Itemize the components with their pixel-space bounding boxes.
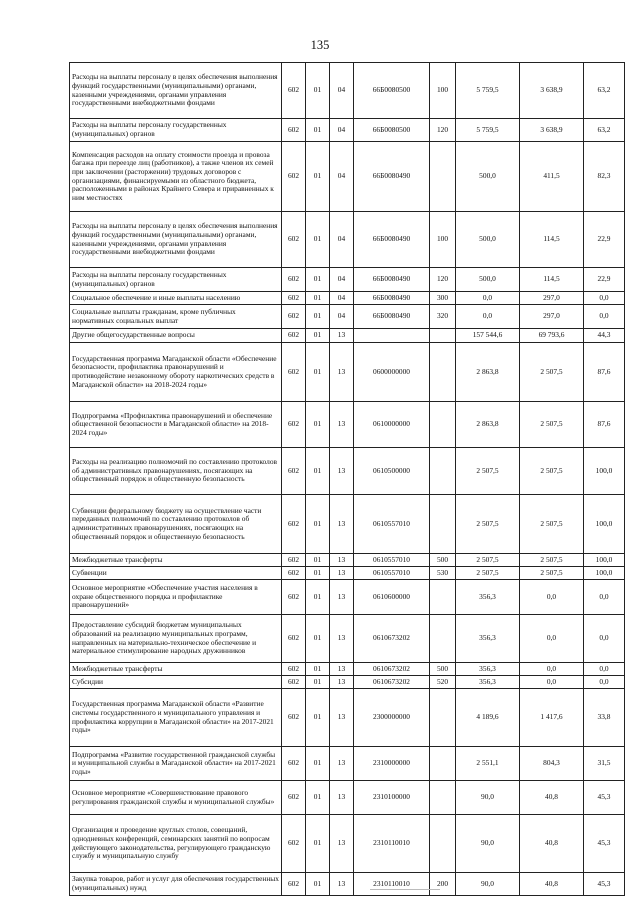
row-name-cell: Субвенции федеральному бюджету на осуществление части переданных полномочий по составлению протоколов об административных правонарушениях, посягающих на общественный порядок и общественную безопасность	[70, 495, 282, 554]
executed-amount-cell: 2 507,5	[520, 448, 584, 495]
section-code-cell: 01	[306, 676, 330, 689]
approved-amount-cell: 157 544,6	[456, 329, 520, 343]
target-article-cell: 66Б0080490	[354, 305, 430, 329]
executed-amount-cell: 2 507,5	[520, 495, 584, 554]
table-row	[70, 142, 625, 212]
execution-percent-cell: 22,9	[584, 212, 625, 268]
execution-percent-cell: 100,0	[584, 567, 625, 580]
executed-amount-cell: 0,0	[520, 580, 584, 615]
section-code-cell: 01	[306, 343, 330, 402]
table-row	[70, 554, 625, 567]
execution-percent-cell: 33,8	[584, 689, 625, 747]
approved-amount-cell: 2 507,5	[456, 495, 520, 554]
execution-percent-cell: 0,0	[584, 580, 625, 615]
approved-amount-cell: 5 759,5	[456, 63, 520, 119]
table-row	[70, 63, 625, 119]
subsection-code-cell: 13	[330, 781, 354, 815]
subsection-code-cell: 13	[330, 689, 354, 747]
subsection-code-cell: 04	[330, 268, 354, 292]
ved-code-cell: 602	[282, 343, 306, 402]
expense-type-cell	[430, 580, 456, 615]
executed-amount-cell: 0,0	[520, 663, 584, 676]
target-article-cell: 66Б0080490	[354, 142, 430, 212]
executed-amount-cell: 804,3	[520, 747, 584, 781]
section-code-cell: 01	[306, 142, 330, 212]
subsection-code-cell: 13	[330, 402, 354, 448]
table-row	[70, 873, 625, 896]
section-code-cell: 01	[306, 329, 330, 343]
approved-amount-cell: 356,3	[456, 580, 520, 615]
executed-amount-cell: 297,0	[520, 305, 584, 329]
ved-code-cell: 602	[282, 554, 306, 567]
table-row	[70, 663, 625, 676]
ved-code-cell: 602	[282, 142, 306, 212]
subsection-code-cell: 13	[330, 495, 354, 554]
section-code-cell: 01	[306, 689, 330, 747]
scan-artifact	[370, 889, 440, 890]
section-code-cell: 01	[306, 119, 330, 142]
table-row	[70, 305, 625, 329]
budget-table	[69, 62, 625, 896]
section-code-cell: 01	[306, 663, 330, 676]
approved-amount-cell: 4 189,6	[456, 689, 520, 747]
row-name-cell: Межбюджетные трансферты	[70, 663, 282, 676]
executed-amount-cell: 2 507,5	[520, 343, 584, 402]
executed-amount-cell: 40,8	[520, 781, 584, 815]
approved-amount-cell: 500,0	[456, 268, 520, 292]
approved-amount-cell: 356,3	[456, 663, 520, 676]
target-article-cell	[354, 329, 430, 343]
execution-percent-cell: 100,0	[584, 495, 625, 554]
section-code-cell: 01	[306, 554, 330, 567]
table-row	[70, 292, 625, 305]
subsection-code-cell: 04	[330, 119, 354, 142]
approved-amount-cell: 2 507,5	[456, 567, 520, 580]
target-article-cell: 0610673202	[354, 615, 430, 663]
expense-type-cell	[430, 495, 456, 554]
table-row	[70, 495, 625, 554]
section-code-cell: 01	[306, 292, 330, 305]
approved-amount-cell: 0,0	[456, 292, 520, 305]
row-name-cell: Подпрограмма «Развитие государственной гражданской службы и муниципальной службы в Магаданской области» на 2017-2021 годы»	[70, 747, 282, 781]
target-article-cell: 0610673202	[354, 676, 430, 689]
expense-type-cell	[430, 615, 456, 663]
ved-code-cell: 602	[282, 663, 306, 676]
expense-type-cell: 500	[430, 663, 456, 676]
execution-percent-cell: 0,0	[584, 663, 625, 676]
expense-type-cell: 520	[430, 676, 456, 689]
executed-amount-cell: 40,8	[520, 873, 584, 896]
ved-code-cell: 602	[282, 268, 306, 292]
row-name-cell: Закупка товаров, работ и услуг для обеспечения государственных (муниципальных) нужд	[70, 873, 282, 896]
approved-amount-cell: 0,0	[456, 305, 520, 329]
row-name-cell: Другие общегосударственные вопросы	[70, 329, 282, 343]
subsection-code-cell: 13	[330, 343, 354, 402]
execution-percent-cell: 45,3	[584, 873, 625, 896]
row-name-cell: Межбюджетные трансферты	[70, 554, 282, 567]
execution-percent-cell: 45,3	[584, 815, 625, 873]
target-article-cell: 0610000000	[354, 402, 430, 448]
row-name-cell: Подпрограмма «Профилактика правонарушений и обеспечение общественной безопасности в Магаданской области» на 2018-2024 годы»	[70, 402, 282, 448]
execution-percent-cell: 0,0	[584, 676, 625, 689]
row-name-cell: Расходы на выплаты персоналу в целях обеспечения выполнения функций государственными (муниципальными) органами, казенными учреждениями, органами управления государственными внебюджетными фондами	[70, 63, 282, 119]
expense-type-cell: 100	[430, 212, 456, 268]
executed-amount-cell: 2 507,5	[520, 567, 584, 580]
section-code-cell: 01	[306, 567, 330, 580]
table-row	[70, 747, 625, 781]
row-name-cell: Компенсация расходов на оплату стоимости проезда и провоза багажа при переезде лиц (работников), а также членов их семей при заключении (расторжении) трудовых договоров с организациями, финансируемыми из областного бюджета, расположенными в районах Крайнего Севера и приравненных к ним местностях	[70, 142, 282, 212]
ved-code-cell: 602	[282, 292, 306, 305]
subsection-code-cell: 04	[330, 292, 354, 305]
expense-type-cell	[430, 747, 456, 781]
executed-amount-cell: 411,5	[520, 142, 584, 212]
row-name-cell: Субсидии	[70, 676, 282, 689]
approved-amount-cell: 356,3	[456, 676, 520, 689]
ved-code-cell: 602	[282, 781, 306, 815]
approved-amount-cell: 2 863,8	[456, 343, 520, 402]
approved-amount-cell: 90,0	[456, 815, 520, 873]
execution-percent-cell: 31,5	[584, 747, 625, 781]
executed-amount-cell: 114,5	[520, 212, 584, 268]
execution-percent-cell: 22,9	[584, 268, 625, 292]
execution-percent-cell: 82,3	[584, 142, 625, 212]
table-row	[70, 402, 625, 448]
target-article-cell: 66Б0080490	[354, 268, 430, 292]
ved-code-cell: 602	[282, 119, 306, 142]
row-name-cell: Социальные выплаты гражданам, кроме публичных нормативных социальных выплат	[70, 305, 282, 329]
execution-percent-cell: 100,0	[584, 448, 625, 495]
row-name-cell: Государственная программа Магаданской области «Обеспечение безопасности, профилактика правонарушений и противодействие незаконному обороту наркотических средств в Магаданской области» на 2018-2024 годы»	[70, 343, 282, 402]
subsection-code-cell: 13	[330, 615, 354, 663]
row-name-cell: Предоставление субсидий бюджетам муниципальных образований на реализацию муниципальных программ, направленных на материально-техническое обеспечение и материальное стимулирование народных дружинников	[70, 615, 282, 663]
subsection-code-cell: 13	[330, 663, 354, 676]
executed-amount-cell: 2 507,5	[520, 554, 584, 567]
approved-amount-cell: 500,0	[456, 142, 520, 212]
ved-code-cell: 602	[282, 63, 306, 119]
expense-type-cell	[430, 781, 456, 815]
expense-type-cell	[430, 448, 456, 495]
subsection-code-cell: 04	[330, 305, 354, 329]
ved-code-cell: 602	[282, 615, 306, 663]
table-row	[70, 676, 625, 689]
subsection-code-cell: 13	[330, 448, 354, 495]
subsection-code-cell: 04	[330, 212, 354, 268]
row-name-cell: Расходы на реализацию полномочий по составлению протоколов об административных правонарушениях, посягающих на общественный порядок и общественную безопасность	[70, 448, 282, 495]
expense-type-cell: 120	[430, 119, 456, 142]
target-article-cell: 0610557010	[354, 495, 430, 554]
table-row	[70, 119, 625, 142]
table-row	[70, 689, 625, 747]
approved-amount-cell: 90,0	[456, 873, 520, 896]
table-row	[70, 781, 625, 815]
page-number: 135	[310, 38, 330, 52]
execution-percent-cell: 63,2	[584, 63, 625, 119]
target-article-cell: 0610557010	[354, 554, 430, 567]
executed-amount-cell: 0,0	[520, 615, 584, 663]
target-article-cell: 66Б0080500	[354, 119, 430, 142]
subsection-code-cell: 04	[330, 63, 354, 119]
ved-code-cell: 602	[282, 305, 306, 329]
execution-percent-cell: 45,3	[584, 781, 625, 815]
approved-amount-cell: 356,3	[456, 615, 520, 663]
section-code-cell: 01	[306, 448, 330, 495]
target-article-cell: 0610500000	[354, 448, 430, 495]
approved-amount-cell: 500,0	[456, 212, 520, 268]
section-code-cell: 01	[306, 402, 330, 448]
table-row	[70, 580, 625, 615]
ved-code-cell: 602	[282, 580, 306, 615]
subsection-code-cell: 13	[330, 676, 354, 689]
section-code-cell: 01	[306, 268, 330, 292]
ved-code-cell: 602	[282, 212, 306, 268]
table-row	[70, 815, 625, 873]
approved-amount-cell: 2 507,5	[456, 448, 520, 495]
row-name-cell: Субвенции	[70, 567, 282, 580]
target-article-cell: 2310110010	[354, 873, 430, 896]
target-article-cell: 2300000000	[354, 689, 430, 747]
expense-type-cell	[430, 689, 456, 747]
section-code-cell: 01	[306, 781, 330, 815]
executed-amount-cell: 114,5	[520, 268, 584, 292]
expense-type-cell	[430, 142, 456, 212]
expense-type-cell	[430, 815, 456, 873]
approved-amount-cell: 90,0	[456, 781, 520, 815]
section-code-cell: 01	[306, 747, 330, 781]
expense-type-cell: 120	[430, 268, 456, 292]
target-article-cell: 66Б0080490	[354, 292, 430, 305]
row-name-cell: Организация и проведение круглых столов, совещаний, однодневных конференций, семинарских занятий по вопросам действующего законодательства, регулирующего гражданскую службу и муниципальную службу	[70, 815, 282, 873]
section-code-cell: 01	[306, 815, 330, 873]
subsection-code-cell: 13	[330, 815, 354, 873]
executed-amount-cell: 3 638,9	[520, 119, 584, 142]
subsection-code-cell: 13	[330, 873, 354, 896]
subsection-code-cell: 04	[330, 142, 354, 212]
subsection-code-cell: 13	[330, 329, 354, 343]
ved-code-cell: 602	[282, 448, 306, 495]
execution-percent-cell: 0,0	[584, 292, 625, 305]
target-article-cell: 0610673202	[354, 663, 430, 676]
executed-amount-cell: 0,0	[520, 676, 584, 689]
executed-amount-cell: 3 638,9	[520, 63, 584, 119]
row-name-cell: Расходы на выплаты персоналу государственных (муниципальных) органов	[70, 119, 282, 142]
subsection-code-cell: 13	[330, 747, 354, 781]
executed-amount-cell: 297,0	[520, 292, 584, 305]
row-name-cell: Расходы на выплаты персоналу в целях обеспечения выполнения функций государственными (муниципальными) органами, казенными учреждениями, органами управления государственными внебюджетными фондами	[70, 212, 282, 268]
expense-type-cell	[430, 329, 456, 343]
expense-type-cell: 300	[430, 292, 456, 305]
execution-percent-cell: 44,3	[584, 329, 625, 343]
section-code-cell: 01	[306, 580, 330, 615]
row-name-cell: Расходы на выплаты персоналу государственных (муниципальных) органов	[70, 268, 282, 292]
expense-type-cell: 100	[430, 63, 456, 119]
target-article-cell: 2310110010	[354, 815, 430, 873]
subsection-code-cell: 13	[330, 567, 354, 580]
ved-code-cell: 602	[282, 567, 306, 580]
expense-type-cell: 320	[430, 305, 456, 329]
ved-code-cell: 602	[282, 815, 306, 873]
expense-type-cell	[430, 343, 456, 402]
table-row	[70, 268, 625, 292]
expense-type-cell: 500	[430, 554, 456, 567]
execution-percent-cell: 0,0	[584, 305, 625, 329]
row-name-cell: Социальное обеспечение и иные выплаты населению	[70, 292, 282, 305]
row-name-cell: Государственная программа Магаданской области «Развитие системы государственного и муниципального управления и профилактика коррупции в Магаданской области» на 2017-2021 годы»	[70, 689, 282, 747]
row-name-cell: Основное мероприятие «Обеспечение участия населения в охране общественного порядка и профилактике правонарушений»	[70, 580, 282, 615]
table-row	[70, 567, 625, 580]
section-code-cell: 01	[306, 212, 330, 268]
target-article-cell: 66Б0080490	[354, 212, 430, 268]
ved-code-cell: 602	[282, 747, 306, 781]
row-name-cell: Основное мероприятие «Совершенствование правового регулирования гражданской службы и муниципальной службы»	[70, 781, 282, 815]
table-row	[70, 329, 625, 343]
table-row	[70, 448, 625, 495]
ved-code-cell: 602	[282, 873, 306, 896]
execution-percent-cell: 87,6	[584, 343, 625, 402]
execution-percent-cell: 0,0	[584, 615, 625, 663]
execution-percent-cell: 87,6	[584, 402, 625, 448]
expense-type-cell: 200	[430, 873, 456, 896]
section-code-cell: 01	[306, 305, 330, 329]
executed-amount-cell: 69 793,6	[520, 329, 584, 343]
approved-amount-cell: 2 551,1	[456, 747, 520, 781]
expense-type-cell: 530	[430, 567, 456, 580]
execution-percent-cell: 63,2	[584, 119, 625, 142]
table-row	[70, 343, 625, 402]
section-code-cell: 01	[306, 63, 330, 119]
ved-code-cell: 602	[282, 689, 306, 747]
budget-table-body	[70, 63, 625, 896]
executed-amount-cell: 40,8	[520, 815, 584, 873]
table-row	[70, 615, 625, 663]
expense-type-cell	[430, 402, 456, 448]
target-article-cell: 0600000000	[354, 343, 430, 402]
approved-amount-cell: 2 507,5	[456, 554, 520, 567]
approved-amount-cell: 5 759,5	[456, 119, 520, 142]
ved-code-cell: 602	[282, 402, 306, 448]
target-article-cell: 66Б0080500	[354, 63, 430, 119]
approved-amount-cell: 2 863,8	[456, 402, 520, 448]
target-article-cell: 2310000000	[354, 747, 430, 781]
executed-amount-cell: 2 507,5	[520, 402, 584, 448]
section-code-cell: 01	[306, 873, 330, 896]
ved-code-cell: 602	[282, 329, 306, 343]
subsection-code-cell: 13	[330, 580, 354, 615]
execution-percent-cell: 100,0	[584, 554, 625, 567]
section-code-cell: 01	[306, 615, 330, 663]
section-code-cell: 01	[306, 495, 330, 554]
target-article-cell: 0610557010	[354, 567, 430, 580]
table-row	[70, 212, 625, 268]
ved-code-cell: 602	[282, 676, 306, 689]
target-article-cell: 0610600000	[354, 580, 430, 615]
ved-code-cell: 602	[282, 495, 306, 554]
target-article-cell: 2310100000	[354, 781, 430, 815]
executed-amount-cell: 1 417,6	[520, 689, 584, 747]
subsection-code-cell: 13	[330, 554, 354, 567]
